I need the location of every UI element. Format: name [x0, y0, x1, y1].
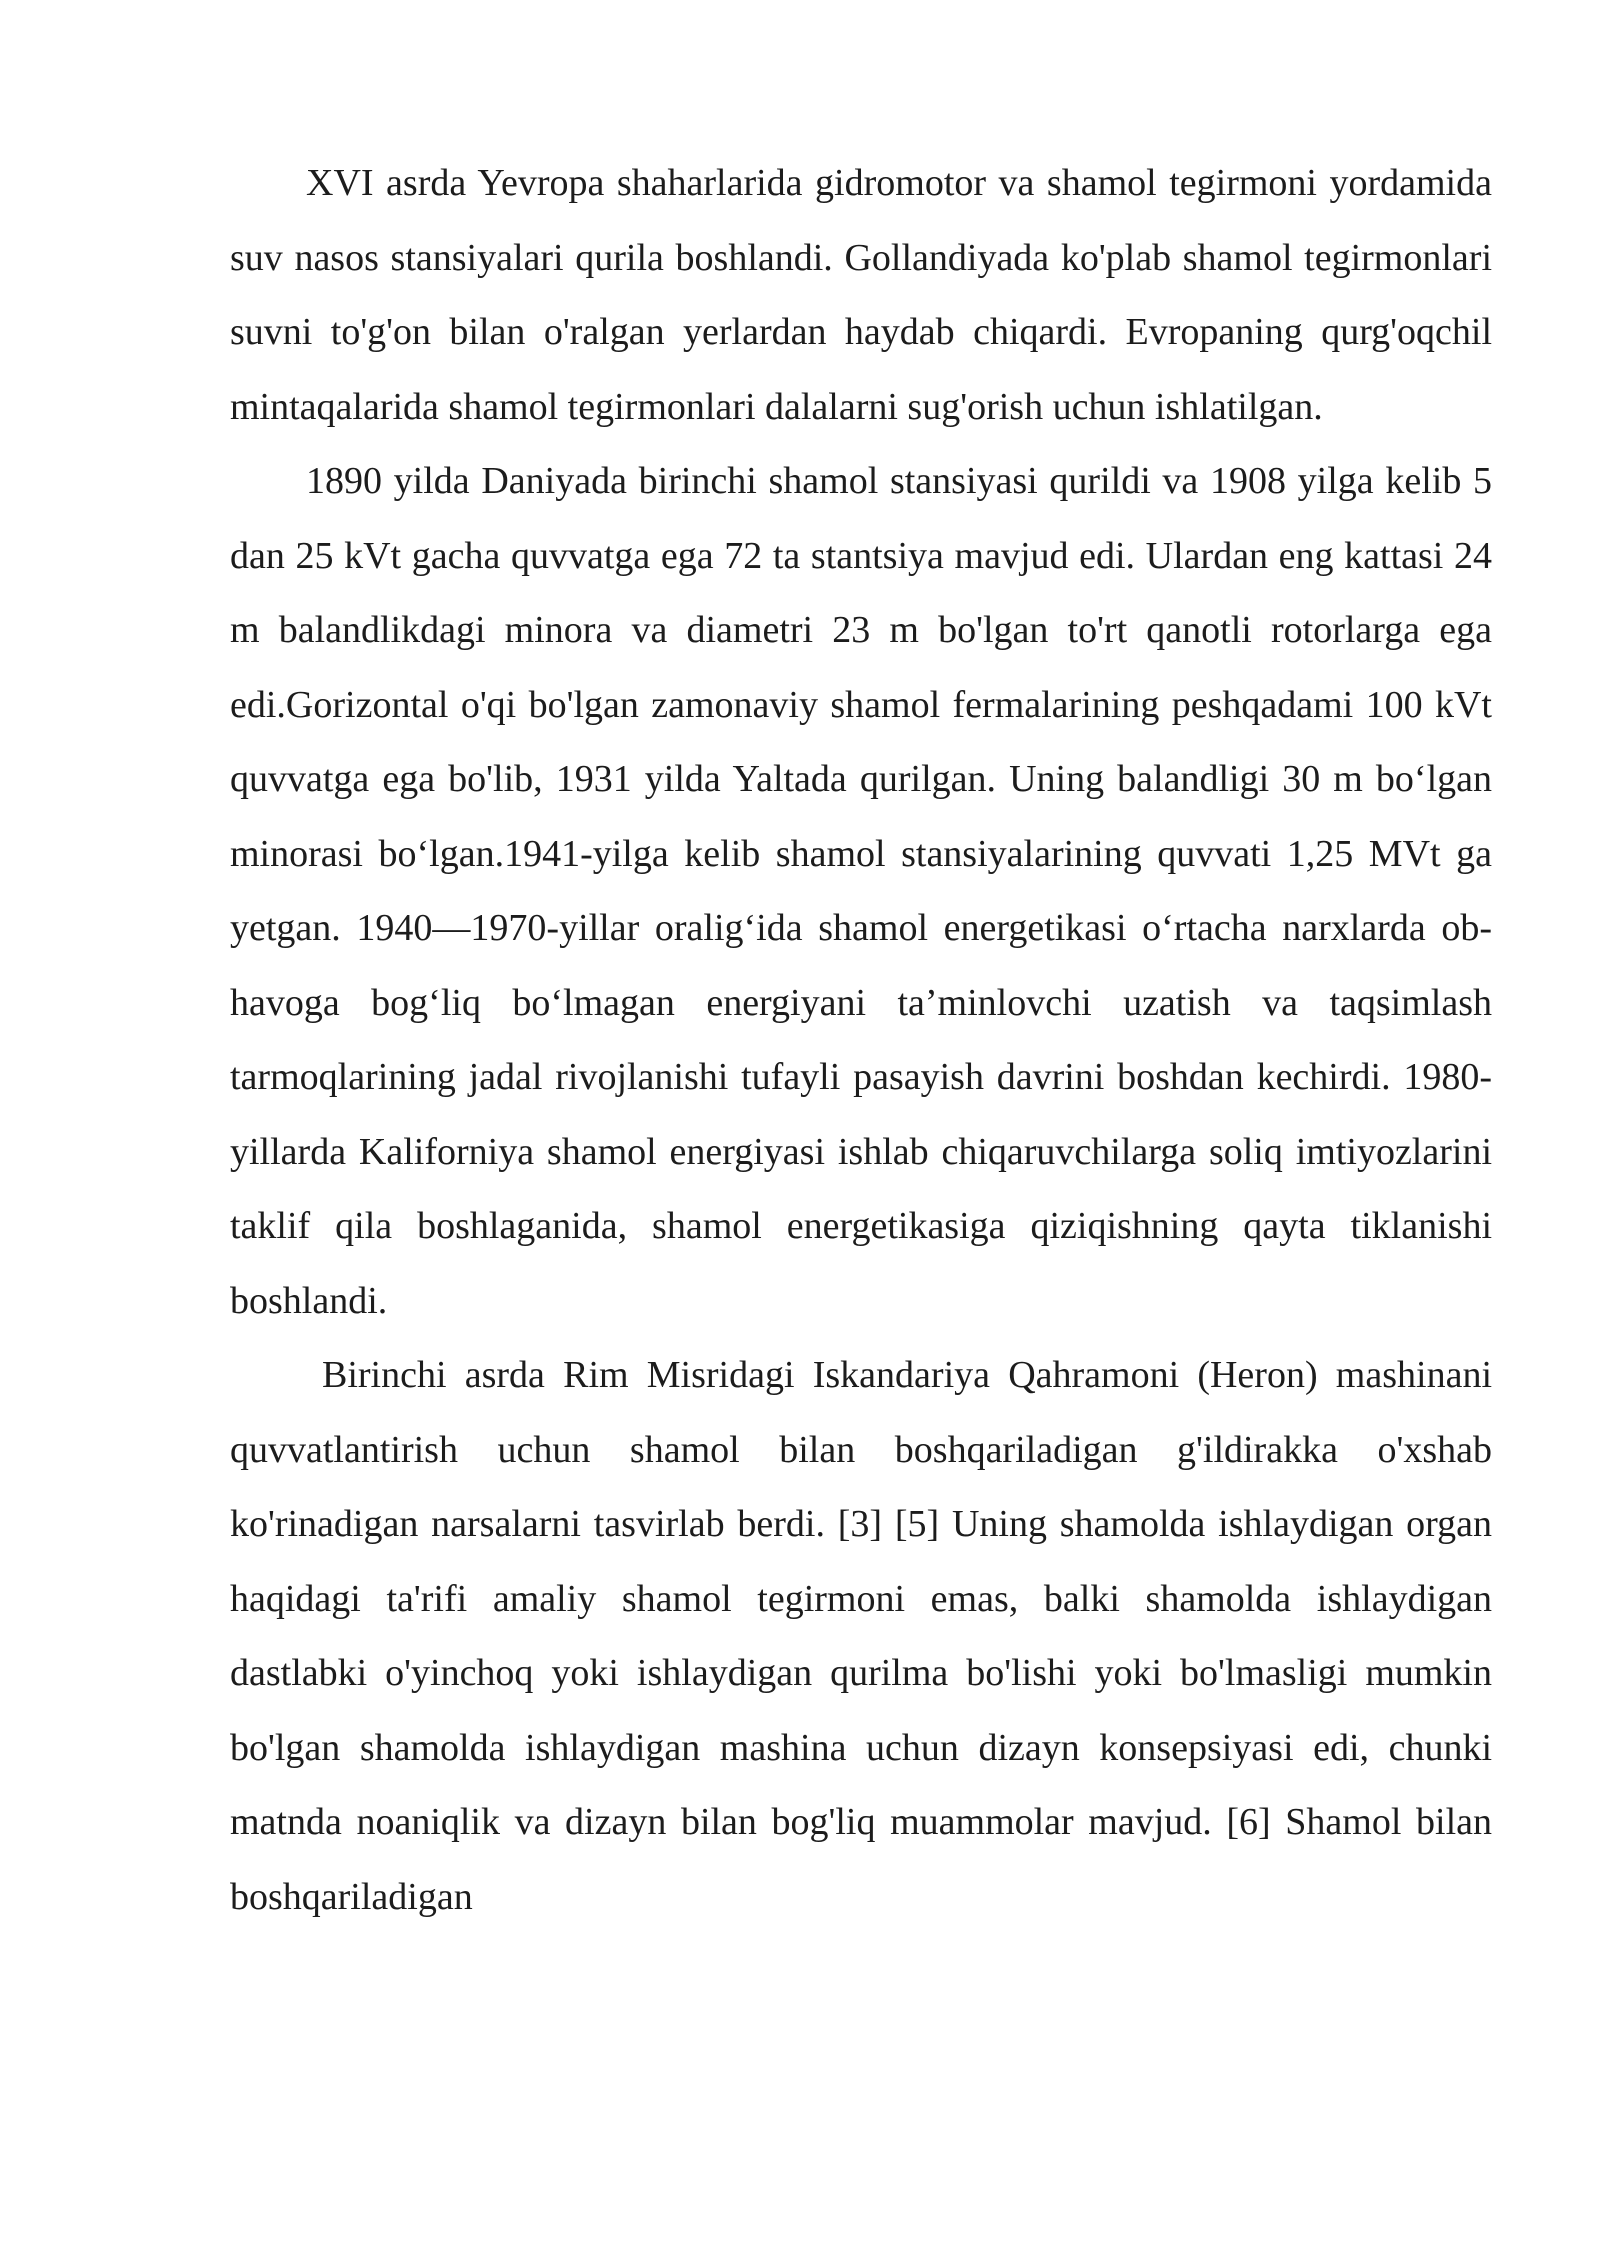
paragraph-wind-stations-history: 1890 yilda Daniyada birinchi shamol stansiyasi qurildi va 1908 yilga kelib 5 dan 25 kVt gacha quvvatga ega 72 ta stantsiya mavjud edi. Ulardan eng kattasi 24 m balandlikdagi minora va diametri 23 m bo'lgan to'rt qanotli rotorlarga ega edi.Gorizontal o'qi bo'lgan zamonaviy shamol fermalarining peshqadami 100 kVt quvvatga ega bo'lib, 1931 yilda Yaltada qurilgan. Uning balandligi 30 m bo‘lgan minorasi bo‘lgan.1941-yilga kelib shamol stansiyalarining quvvati 1,25 MVt ga yetgan. 1940—1970-yillar oralig‘ida shamol energetikasi o‘rtacha narxlarda ob-havoga bog‘liq bo‘lmagan energiyani ta’minlovchi uzatish va taqsimlash tarmoqlarining jadal rivojlanishi tufayli pasayish davrini boshdan kechirdi. 1980-yillarda Kaliforniya shamol energiyasi ishlab chiqaruvchilarga soliq imtiyozlarini taklif qila boshlaganida, shamol energetikasiga qiziqishning qayta tiklanishi boshlandi. [230, 460, 1492, 1322]
paragraph-heron-windwheel: Birinchi asrda Rim Misridagi Iskandariya Qahramoni (Heron) mashinani quvvatlantirish uchun shamol bilan boshqariladigan g'ildirakka o'xshab ko'rinadigan narsalarni tasvirlab berdi. [3] [5] Uning shamolda ishlaydigan organ haqidagi ta'rifi amaliy shamol tegirmoni emas, balki shamolda ishlaydigan dastlabki o'yinchoq yoki ishlaydigan qurilma bo'lishi yoki bo'lmasligi mumkin bo'lgan shamolda ishlaydigan mashina uchun dizayn konsepsiyasi edi, chunki matnda noaniqlik va dizayn bilan bog'liq muammolar mavjud. [6] Shamol bilan boshqariladigan [230, 1354, 1492, 1918]
body-text [230, 146, 1492, 1934]
paragraph-wind-pumps-europe: XVI asrda Yevropa shaharlarida gidromotor va shamol tegirmoni yordamida suv nasos stansiyalari qurila boshlandi. Gollandiyada ko'plab shamol tegirmonlari suvni to'g'on bilan o'ralgan yerlardan haydab chiqardi. Evropaning qurg'oqchil mintaqalarida shamol tegirmonlari dalalarni sug'orish uchun ishlatilgan. [230, 162, 1492, 428]
